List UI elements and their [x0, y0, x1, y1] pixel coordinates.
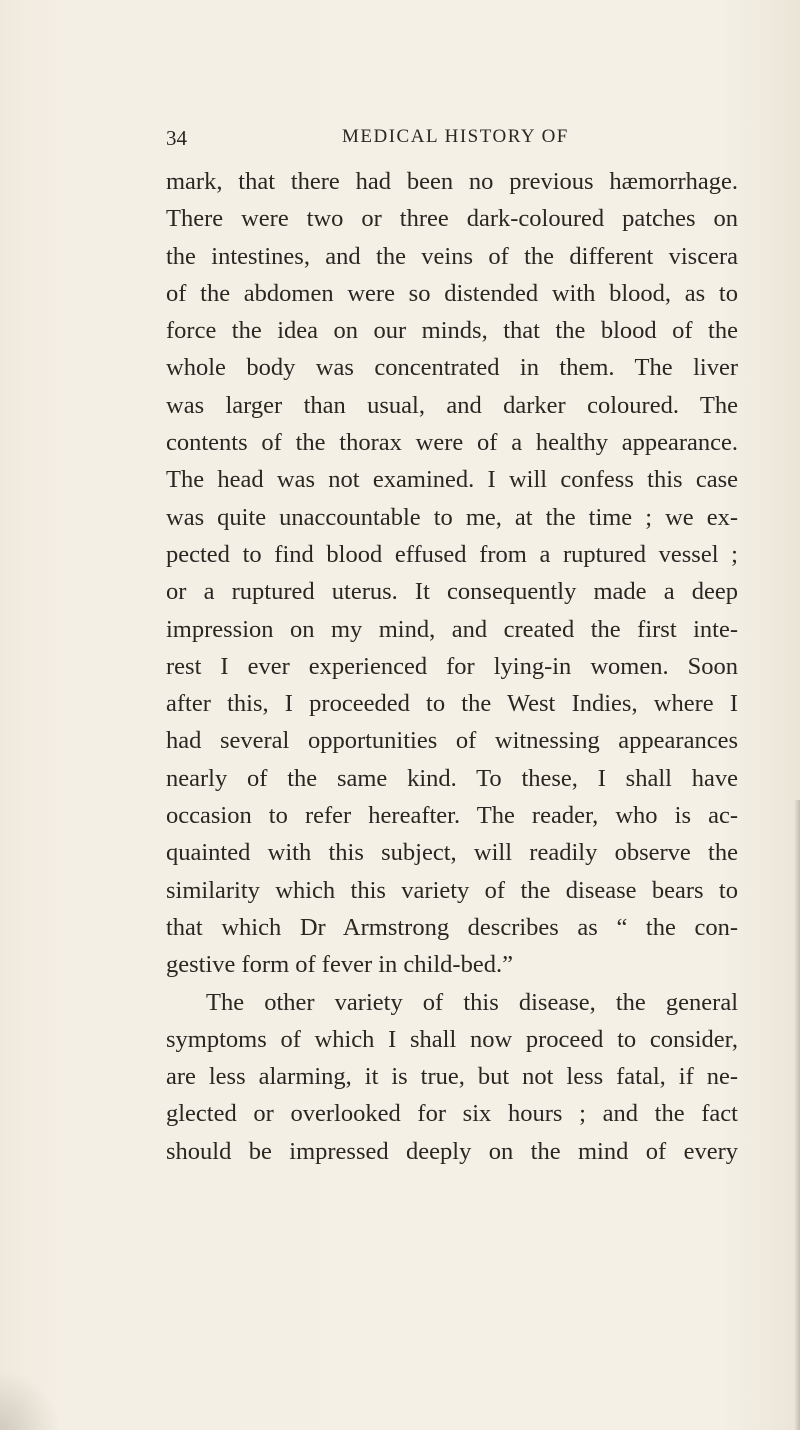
text-line: or a ruptured uterus. It consequently made a deep [166, 578, 738, 606]
page-header [166, 126, 736, 156]
text-line: symptoms of which I shall now proceed to consider, [166, 1025, 738, 1053]
text-line: glected or overlooked for six hours ; and the fact [166, 1100, 738, 1128]
text-line: of the abdomen were so distended with blood, as to [166, 279, 738, 307]
text-line: contents of the thorax were of a healthy appearance. [166, 429, 738, 457]
text-line: that which Dr Armstrong describes as “ the con- [166, 913, 738, 941]
text-line: whole body was concentrated in them. The liver [166, 354, 738, 382]
page-edge-shadow [794, 800, 800, 1430]
body-text [166, 163, 738, 1170]
text-line: pected to find blood effused from a ruptured vessel ; [166, 540, 738, 568]
text-line: was larger than usual, and darker coloured. The [166, 391, 738, 419]
text-line: should be impressed deeply on the mind of every [166, 1137, 738, 1165]
text-line: The other variety of this disease, the general [206, 988, 738, 1016]
text-line: after this, I proceeded to the West Indies, where I [166, 690, 738, 718]
text-line: There were two or three dark-coloured patches on [166, 205, 738, 233]
text-line: force the idea on our minds, that the blood of the [166, 317, 738, 345]
running-head: MEDICAL HISTORY OF [342, 126, 569, 147]
text-line: similarity which this variety of the disease bears to [166, 876, 738, 904]
page-number: 34 [166, 126, 187, 150]
text-line: was quite unaccountable to me, at the time ; we ex- [166, 503, 738, 531]
text-line: mark, that there had been no previous hæmorrhage. [166, 168, 738, 195]
text-line: impression on my mind, and created the first inte- [166, 615, 738, 643]
text-line: gestive form of fever in child-bed.” [166, 951, 513, 979]
text-line: The head was not examined. I will confess this case [166, 466, 738, 494]
text-line: rest I ever experienced for lying-in women. Soon [166, 652, 738, 680]
text-line: quainted with this subject, will readily observe the [166, 839, 738, 867]
text-line: are less alarming, it is true, but not less fatal, if ne- [166, 1063, 738, 1091]
text-line: had several opportunities of witnessing appearances [166, 727, 738, 755]
text-line: nearly of the same kind. To these, I shall have [166, 764, 738, 792]
text-line: occasion to refer hereafter. The reader, who is ac- [166, 802, 738, 830]
page-corner-shadow [0, 1370, 60, 1430]
text-line: the intestines, and the veins of the different viscera [166, 242, 738, 270]
